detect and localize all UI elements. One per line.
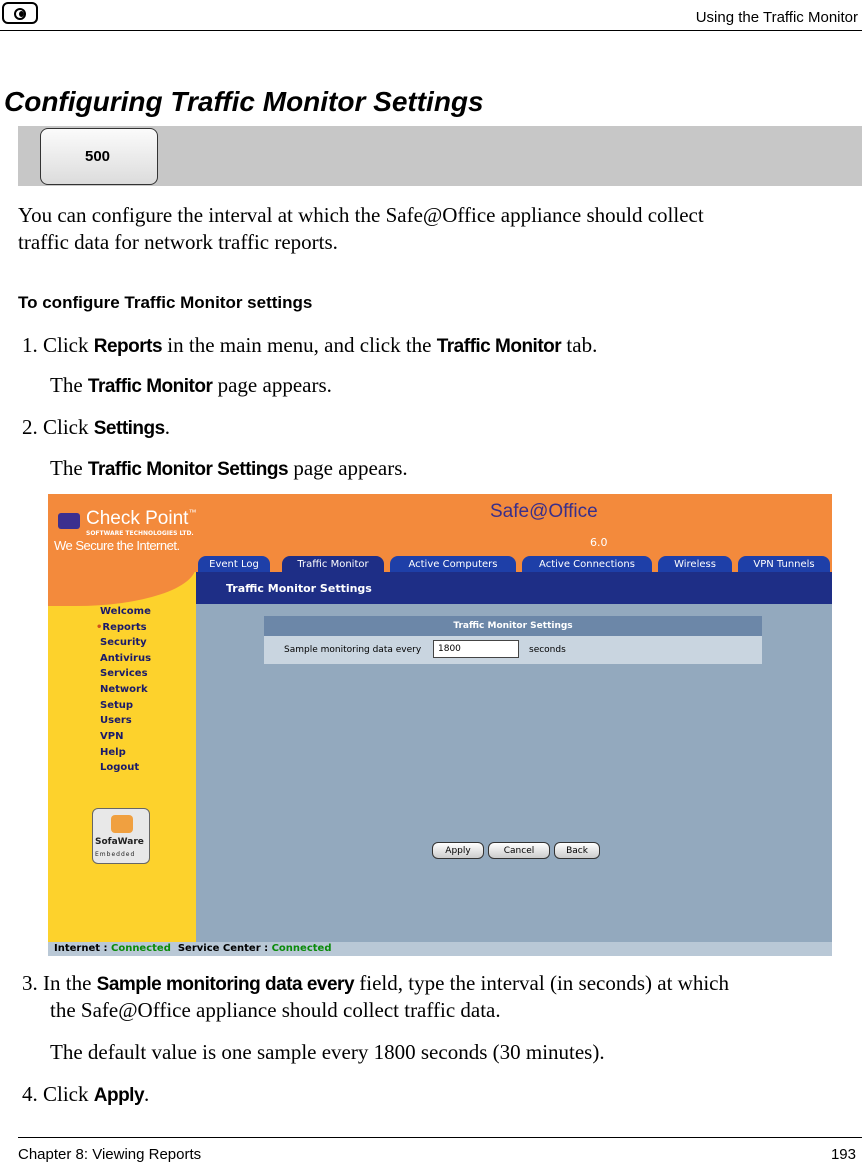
chapter-icon — [2, 2, 38, 24]
sample-interval-input[interactable]: 1800 — [433, 640, 519, 658]
cancel-button[interactable]: Cancel — [488, 842, 550, 859]
tab-wireless[interactable]: Wireless — [658, 556, 732, 572]
tab-active-connections[interactable]: Active Connections — [522, 556, 652, 572]
menu-users[interactable]: Users — [100, 715, 132, 726]
tier-badge: 500 — [40, 128, 158, 185]
menu-antivirus[interactable]: Antivirus — [100, 653, 152, 664]
sofaware-name: SofaWare — [95, 837, 144, 847]
menu-welcome[interactable]: Welcome — [100, 606, 151, 617]
step-2: 2. Click Settings. — [22, 415, 170, 439]
menu-logout[interactable]: Logout — [100, 762, 140, 773]
tab-active-computers[interactable]: Active Computers — [390, 556, 516, 572]
tab-event-log[interactable]: Event Log — [198, 556, 270, 572]
product-version: 6.0 — [590, 536, 608, 549]
apply-button[interactable]: Apply — [432, 842, 484, 859]
menu-services[interactable]: Services — [100, 668, 148, 679]
step-3: 3. In the Sample monitoring data every field, type the interval (in seconds) at which — [22, 971, 729, 995]
menu-setup[interactable]: Setup — [100, 700, 134, 711]
product-name: Safe@Office — [490, 501, 598, 522]
menu-network[interactable]: Network — [100, 684, 148, 695]
page-band-title: Traffic Monitor Settings — [226, 582, 372, 595]
header-rule — [0, 30, 862, 31]
menu-help[interactable]: Help — [100, 747, 126, 758]
menu-vpn[interactable]: VPN — [100, 731, 124, 742]
brand-name: Check Point™ — [86, 508, 197, 529]
step-1: 1. Click Reports in the main menu, and click the Traffic Monitor tab. — [22, 333, 598, 357]
intro-line-2: traffic data for network traffic reports. — [18, 230, 338, 254]
tab-traffic-monitor[interactable]: Traffic Monitor — [282, 556, 384, 572]
brand-slogan: We Secure the Internet. — [54, 538, 180, 553]
step-3-note: The default value is one sample every 1800 seconds (30 minutes). — [50, 1040, 605, 1064]
sofaware-sub: Embedded — [95, 851, 136, 858]
sample-interval-unit: seconds — [529, 645, 566, 655]
step-2-result: The Traffic Monitor Settings page appears. — [50, 456, 408, 480]
brand-sub: SOFTWARE TECHNOLOGIES LTD. — [86, 530, 194, 537]
sofaware-logo — [92, 808, 150, 864]
running-header: Using the Traffic Monitor — [695, 9, 858, 26]
footer-chapter: Chapter 8: Viewing Reports — [18, 1146, 202, 1163]
sample-interval-label: Sample monitoring data every — [284, 645, 422, 655]
step-4: 4. Click Apply. — [22, 1082, 150, 1106]
procedure-title: To configure Traffic Monitor settings — [18, 293, 313, 312]
menu-reports[interactable]: •Reports — [96, 622, 147, 633]
check-point-logo-icon — [58, 513, 80, 529]
step-3-line-2: the Safe@Office appliance should collect traffic data. — [50, 998, 501, 1022]
traffic-monitor-settings-screenshot — [48, 494, 832, 956]
menu-security[interactable]: Security — [100, 637, 147, 648]
footer-rule — [18, 1137, 862, 1138]
intro-line-1: You can configure the interval at which the Safe@Office appliance should collect — [18, 203, 704, 227]
section-heading: Configuring Traffic Monitor Settings — [4, 86, 484, 117]
footer-page-number: 193 — [830, 1146, 856, 1163]
step-1-result: The Traffic Monitor page appears. — [50, 373, 332, 397]
back-button[interactable]: Back — [554, 842, 600, 859]
sofaware-mascot-icon — [111, 815, 133, 833]
status-bar: Internet : Connected Service Center : Connected — [48, 942, 832, 956]
tab-vpn-tunnels[interactable]: VPN Tunnels — [738, 556, 830, 572]
settings-table-title: Traffic Monitor Settings — [264, 616, 762, 636]
